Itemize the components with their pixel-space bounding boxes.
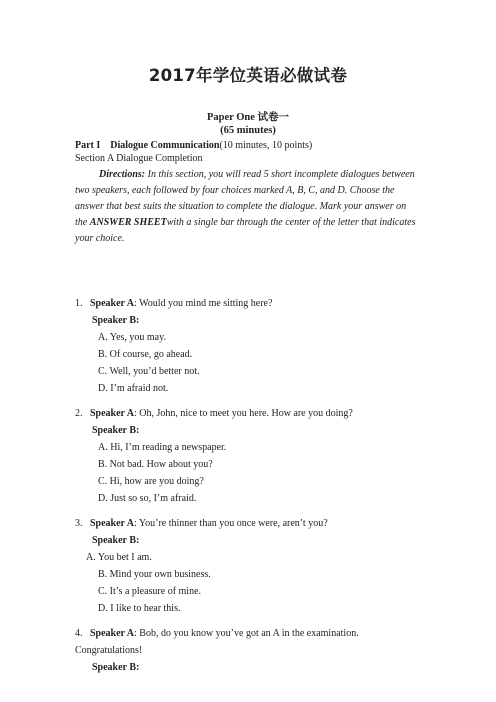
question-prompt: : Would you mind me sitting here? [134,298,273,309]
option-c: C. It’s a pleasure of mine. [98,586,202,597]
option-b: B. Of course, go ahead. [98,349,193,360]
option-d: D. I’m afraid not. [98,383,169,394]
option-b: B. Mind your own business. [98,569,211,580]
directions-text: In this section, you will read 5 short incomplete dialogues between two speakers, each followed by four choices marked A, B, C, and D. Choose the answer that best suits the situation to complete the dialogue. Mark your answer on the [75,169,415,228]
speaker-b-label: Speaker B: [92,315,140,326]
question-number: 4. [75,628,83,639]
speaker-b-label: Speaker B: [92,662,140,673]
question-prompt-continued: Congratulations! [75,645,143,656]
option-a: A. Yes, you may. [98,332,166,343]
paper-title: Paper One 试卷一 [206,112,290,123]
speaker-a-label: Speaker A [90,298,134,309]
question-2 [75,407,353,420]
question-4 [75,627,359,640]
part-note: (10 minutes, 10 points) [219,140,313,151]
question-number: 2. [75,408,83,419]
question-number: 1. [75,298,83,309]
directions-paragraph [75,167,420,247]
question-3 [75,517,328,530]
option-b: B. Not bad. How about you? [98,459,213,470]
speaker-a-label: Speaker A [90,408,134,419]
directions-text-end: with a single bar through the center of the letter that indicates your choice. [75,217,416,244]
answer-sheet-label: ANSWER SHEET [89,217,167,228]
option-a: A. You bet I am. [86,552,152,563]
section-heading: Section A Dialogue Completion [75,153,203,164]
option-a: A. Hi, I’m reading a newspaper. [98,442,227,453]
question-number: 3. [75,518,83,529]
directions-label: Directions: [99,169,146,180]
part-title: Dialogue Communication [110,140,220,151]
document-title: 2017年学位英语必做试卷 [148,66,348,85]
option-d: D. Just so so, I’m afraid. [98,493,197,504]
option-d: D. I like to hear this. [98,603,181,614]
speaker-b-label: Speaker B: [92,535,140,546]
question-prompt: : Bob, do you know you’ve got an A in the examination. [134,628,359,639]
speaker-b-label: Speaker B: [92,425,140,436]
option-c: C. Well, you’d better not. [98,366,200,377]
part-label: Part I [75,140,101,151]
paper-minutes: (65 minutes) [220,125,276,136]
part-heading [75,139,312,152]
question-1 [75,297,272,310]
question-prompt: : You’re thinner than you once were, aren’t you? [134,518,328,529]
question-prompt: : Oh, John, nice to meet you here. How are you doing? [134,408,353,419]
option-c: C. Hi, how are you doing? [98,476,204,487]
speaker-a-label: Speaker A [90,628,134,639]
speaker-a-label: Speaker A [90,518,134,529]
